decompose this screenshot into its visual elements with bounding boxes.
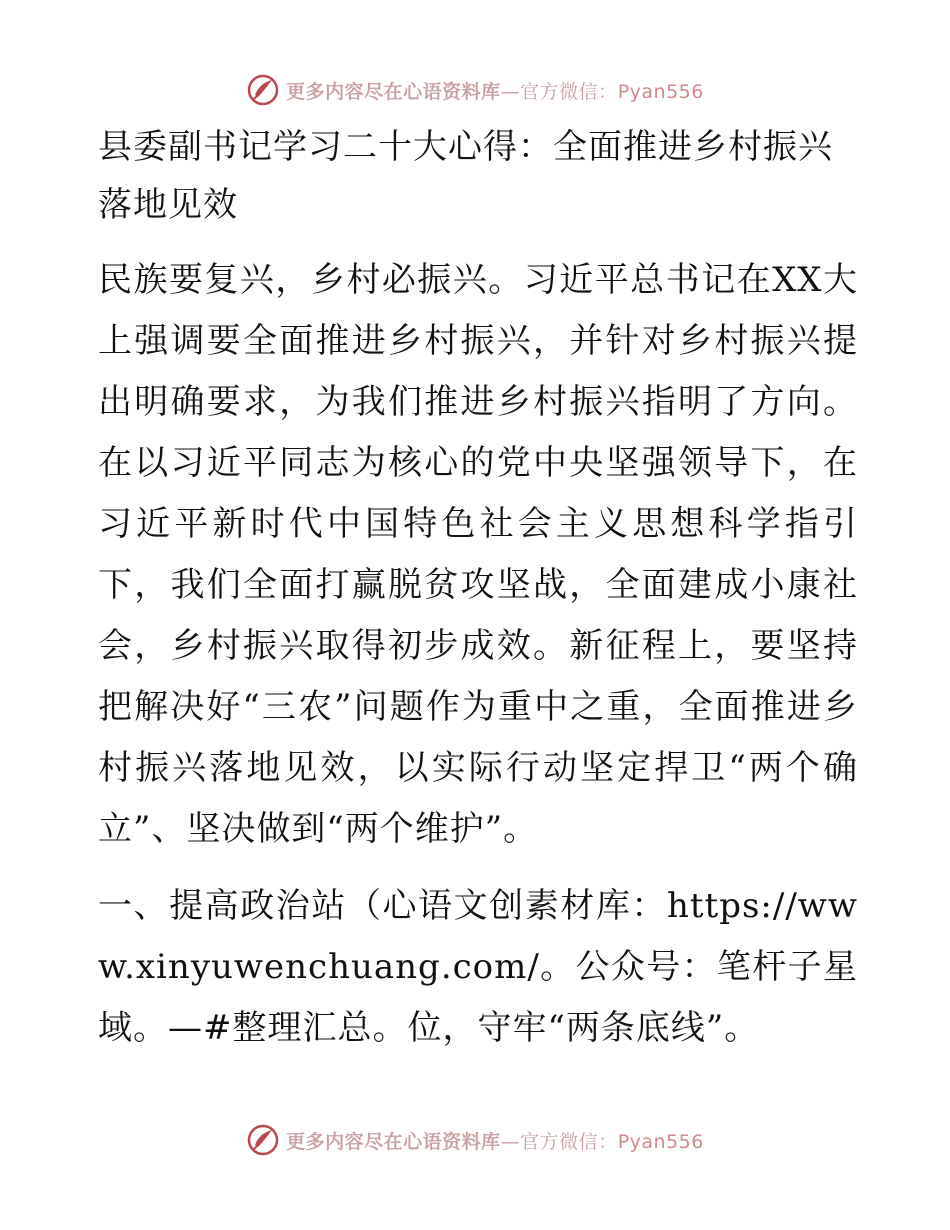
banner-wechat-label: 官方微信：	[520, 1130, 618, 1153]
banner-wechat-id: Pyan556	[617, 1130, 704, 1153]
banner-separator: —	[500, 1130, 521, 1153]
document-title: 县委副书记学习二十大心得：全面推进乡村振兴落地见效	[98, 127, 833, 225]
banner-separator: —	[500, 80, 521, 103]
pen-logo-icon	[246, 73, 280, 107]
banner-site-text: 更多内容尽在心语资料库	[286, 1130, 501, 1153]
paragraph-section-one: 一、提高政治站（心语文创素材库：https://www.xinyuwenchuang.com/。公众号：笔杆子星域。—#整理汇总。位，守牢“两条底线”。	[98, 886, 858, 1048]
header-banner	[0, 70, 950, 110]
banner-wechat-label: 官方微信：	[520, 80, 618, 103]
document-body	[98, 118, 858, 1059]
footer-banner	[0, 1120, 950, 1160]
banner-wechat-id: Pyan556	[617, 80, 704, 103]
paragraph-intro: 民族要复兴，乡村必振兴。习近平总书记在XX大上强调要全面推进乡村振兴，并针对乡村振兴提出明确要求，为我们推进乡村振兴指明了方向。在以习近平同志为核心的党中央坚强领导下，在习近平新时代中国特色社会主义思想科学指引下，我们全面打赢脱贫攻坚战，全面建成小康社会，乡村振兴取得初步成效。新征程上，要坚持把解决好“三农”问题作为重中之重，全面推进乡村振兴落地见效，以实际行动坚定捍卫“两个确立”、坚决做到“两个维护”。	[98, 260, 858, 849]
pen-logo-icon	[246, 1123, 280, 1157]
banner-site-text: 更多内容尽在心语资料库	[286, 80, 501, 103]
